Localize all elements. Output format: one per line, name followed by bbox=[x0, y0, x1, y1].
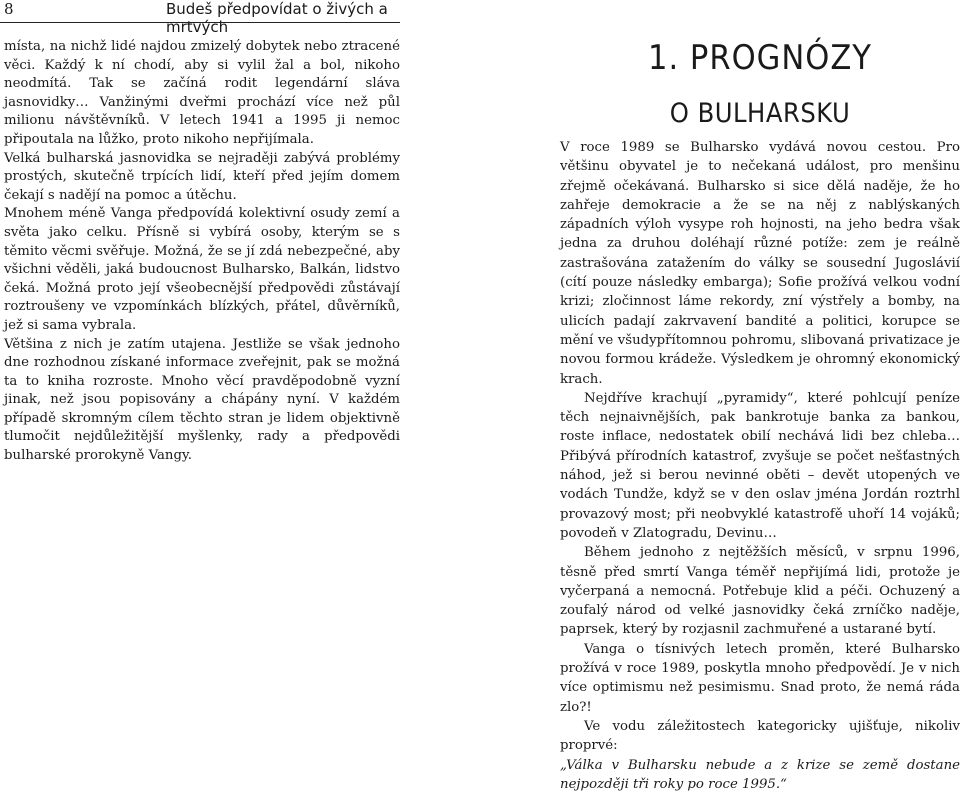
paragraph: V roce 1989 se Bulharsko vydává novou cestou. Pro většinu obyvatel je to nečekaná událost, pro menšinu zřejmě očekávaná. Bulharsko si sice dělá naděje, že ho zahřeje demokracie a že se na něj z nablýskaných západních výloh vysype roh hojnosti, na jeho bedra však jedna za druhou doléhají různé potíže: zem je reálně zastrašována zatažením do války se sousední Jugoslávií (cítí pouze následky embarga); Sofie prožívá velkou vodní krizi; zločinnost láme rekordy, zní výstřely a bomby, na ulicích padají zakrvavení bandité a politici, korupce se mění ve všudypřítomnou pohromu, slibovaná privatizace je novou formou krádeže. Výsledkem je ohromný ekonomický krach. bbox=[560, 138, 960, 389]
paragraph: místa, na nichž lidé najdou zmizelý dobytek nebo ztracené věci. Každý k ní chodí, aby si vylil žal a bol, nikoho neodmítá. Tak se začíná rodit legendární sláva jasnovidky… Vanžinými dveřmi prochází více než půl milionu návštěvníků. V letech 1941 a 1995 ji nemoc připoutala na lůžko, proto nikoho nepřijímala. bbox=[4, 38, 400, 150]
paragraph: Velká bulharská jasnovidka se nejraději zabývá problémy prostých, skutečně trpících lidí, kteří před jejím domem čekají s nadějí na pomoc a útěchu. bbox=[4, 150, 400, 206]
paragraph: Ve vodu záležitostech kategoricky ujišťuje, nikoliv proprvé: bbox=[560, 717, 960, 756]
paragraph: Během jednoho z nejtěžších měsíců, v srpnu 1996, těsně před smrtí Vanga téměř nepřijímá lidi, protože je vyčerpaná a nemocná. Potřebuje klid a péči. Ochuzený a zoufalý národ od velké jasnovidky čeká zrníčko naděje, paprsek, který by rozjasnil zachmuřené a ustarané bytí. bbox=[560, 543, 960, 639]
paragraph: Nejdříve krachují „pyramidy“, které pohlcují peníze těch nejnaivnějších, pak bankrotuje banka za bankou, roste inflace, nedostatek obilí nechává lidi bez chleba… Přibývá přírodních katastrof, zvyšuje se počet nešťastných náhod, jež si berou nevinné oběti – devět utopených ve vodách Tundže, když se v den oslav jména Jordán roztrhl provazový most; při neobvyklé katastrofě uhoří 14 vojáků; povodeň v Zlatogradu, Devinu… bbox=[560, 389, 960, 543]
running-title: Budeš předpovídat o živých a mrtvých bbox=[166, 0, 400, 36]
page-header bbox=[0, 0, 400, 22]
right-column bbox=[560, 138, 960, 794]
quote-text: „Válka v Bulharsku nebude a z krize se země dostane nejpozději tři roky po roce 1995.“ bbox=[560, 758, 960, 792]
header-rule bbox=[0, 22, 400, 23]
paragraph: Mnohem méně Vanga předpovídá kolektivní osudy zemí a světa jako celku. Přísně si vybírá osoby, kterým se s těmito věcmi svěřuje. Možná, že se jí zdá nebezpečné, aby všichni věděli, jaká budoucnost Bulharsko, Balkán, lidstvo čeká. Možná proto její všeobecnější předpovědi zůstávají roztroušeny ve vzpomínkách blízkých, přátel, důvěrníků, jež si sama vybrala. bbox=[4, 205, 400, 335]
page-number: 8 bbox=[4, 0, 14, 18]
chapter-title: 1. PROGNÓZY bbox=[560, 36, 960, 80]
quote bbox=[560, 756, 960, 794]
paragraph: Vanga o tísnivých letech proměn, které Bulharsko prožívá v roce 1989, poskytla mnoho předpovědí. Je v nich více optimismu než pesimismu. Snad proto, že nemá ráda zlo?! bbox=[560, 640, 960, 717]
paragraph: Většina z nich je zatím utajena. Jestliže se však jednoho dne rozhodnou získané informace zveřejnit, pak se možná ta to kniha rozroste. Mnoho věcí pravděpodobně vyzní jinak, než jsou popisovány a chápány nyní. V každém případě skromným cílem těchto stran je lidem objektivně tlumočit nejdůležitější myšlenky, rady a předpovědi bulharské prorokyně Vangy. bbox=[4, 336, 400, 466]
chapter-subtitle: O BULHARSKU bbox=[560, 96, 960, 132]
left-column bbox=[4, 38, 400, 466]
chapter-heading bbox=[560, 36, 960, 132]
